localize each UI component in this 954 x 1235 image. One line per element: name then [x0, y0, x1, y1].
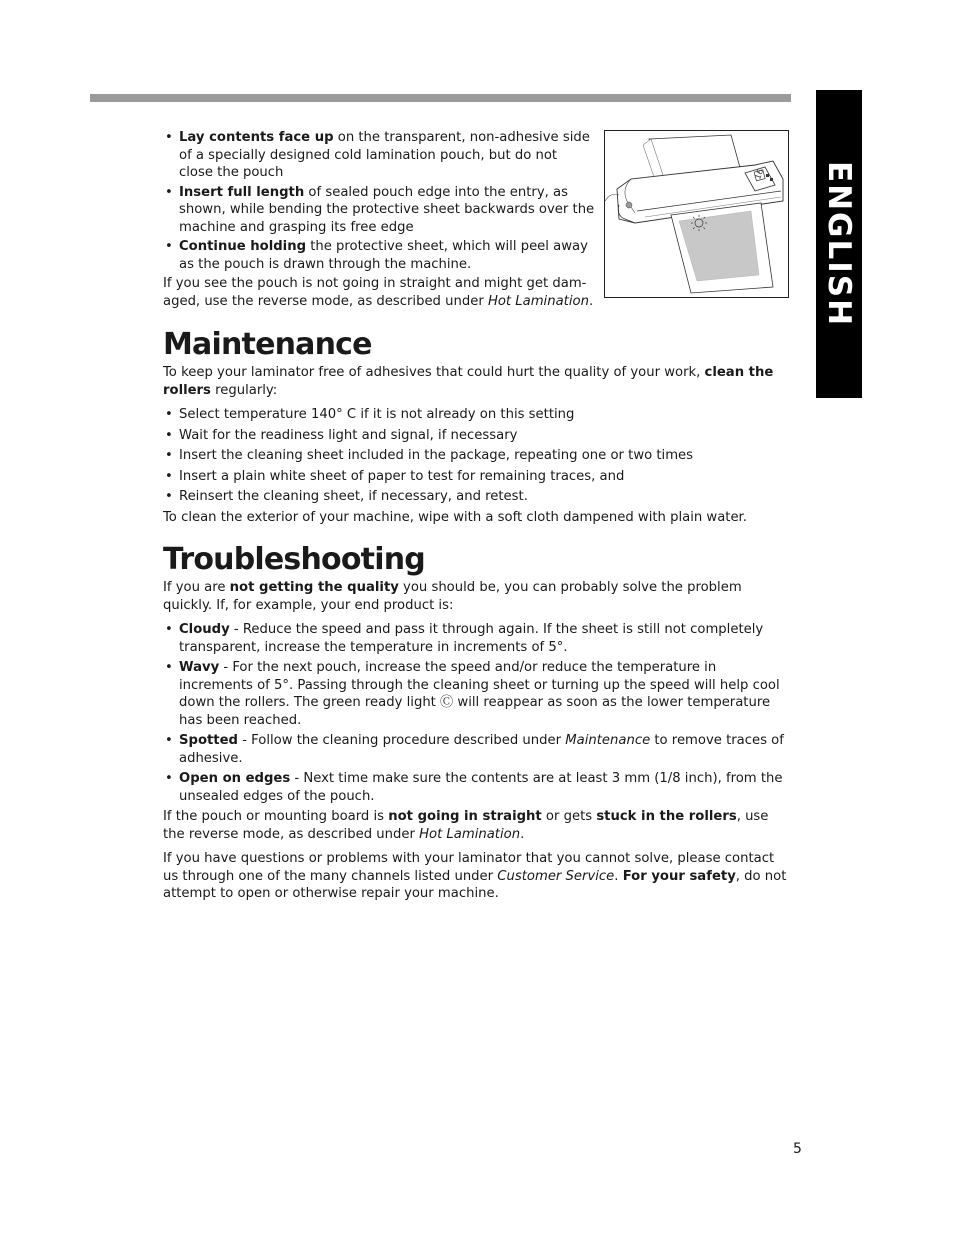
svg-text:16: 16	[753, 167, 766, 181]
list-item: • Select temperature 140° C if it is not already on this setting	[163, 406, 791, 424]
troubleshooting-heading: Troubleshooting	[163, 542, 425, 577]
list-item: • Cloudy - Reduce the speed and pass it through again. If the sheet is still not completely transparent, increase the temperature in increments of 5°.	[163, 621, 791, 656]
bullet-keyword: Insert full length	[179, 184, 305, 200]
exterior-cleaning-note: To clean the exterior of your machine, wipe with a soft cloth dampened with plain water.	[163, 509, 747, 525]
maintenance-intro: To keep your laminator free of adhesives that could hurt the quality of your work, clean the rollers regularly:	[163, 365, 774, 398]
reverse-mode-note: If you see the pouch is not going in straight and might get dam-aged, use the reverse mode, as described under Hot Lamination.	[163, 276, 594, 309]
maintenance-heading: Maintenance	[163, 327, 372, 362]
bullet-text: the protective sheet, which will peel away as the pouch is drawn through the machine.	[179, 239, 588, 272]
troubleshooting-list	[163, 621, 791, 805]
list-item: • Insert a plain white sheet of paper to test for remaining traces, and	[163, 468, 791, 486]
intro-bullet-list	[163, 129, 595, 273]
laminator-illustration	[604, 130, 789, 298]
bullet-keyword: Continue holding	[179, 239, 307, 254]
language-tab-label: ENGLISH	[821, 160, 857, 328]
contact-note: If you have questions or problems with your laminator that you cannot solve, please contact us through one of the many channels listed under Customer Service. For your safety, do not attempt to open or otherwise repair your machine.	[163, 851, 787, 901]
troubleshooting-intro: If you are not getting the quality you should be, you can probably solve the problem quickly. If, for example, your end product is:	[163, 580, 742, 613]
bullet-text: of sealed pouch edge into the entry, as shown, while bending the protective sheet backwards over the machine and grasping its free edge	[179, 184, 595, 235]
list-item: • Wavy - For the next pouch, increase the speed and/or reduce the temperature in increments of 5°. Passing through the cleaning sheet or turning up the speed will help cool down the rollers. The green ready light Ⓒ will reappear as soon as the lower temperature has been reached.	[163, 659, 791, 729]
list-item: • Reinsert the cleaning sheet, if necessary, and retest.	[163, 488, 791, 506]
top-rule	[90, 94, 791, 102]
list-item	[163, 238, 595, 273]
cross-reference: Hot Lamination	[419, 826, 521, 842]
intro-section	[163, 129, 595, 310]
bullet-text: on the transparent, non-adhesive side of a specially designed cold lamination pouch, but do not close the pouch	[179, 130, 590, 180]
pouch-stuck-note: If the pouch or mounting board is not going in straight or gets stuck in the rollers, use the reverse mode, as described under Hot Lamination.	[163, 809, 769, 842]
list-item: • Wait for the readiness light and signal, if necessary	[163, 427, 791, 445]
list-item: • Insert the cleaning sheet included in the package, repeating one or two times	[163, 447, 791, 465]
main-content	[163, 326, 791, 903]
list-item	[163, 184, 595, 237]
cross-reference: Maintenance	[565, 733, 651, 748]
laminator-drawing	[605, 131, 787, 296]
bullet-keyword: Lay contents face up	[179, 130, 334, 145]
list-item	[163, 129, 595, 182]
language-tab	[816, 90, 862, 398]
list-item: • Spotted - Follow the cleaning procedure described under Maintenance to remove traces of adhesive.	[163, 732, 791, 767]
cross-reference: Hot Lamination	[487, 293, 589, 309]
page-number: 5	[793, 1141, 802, 1157]
list-item: • Open on edges - Next time make sure the contents are at least 3 mm (1/8 inch), from the unsealed edges of the pouch.	[163, 770, 791, 805]
maintenance-step-list	[163, 406, 791, 506]
cross-reference: Customer Service	[497, 868, 615, 884]
